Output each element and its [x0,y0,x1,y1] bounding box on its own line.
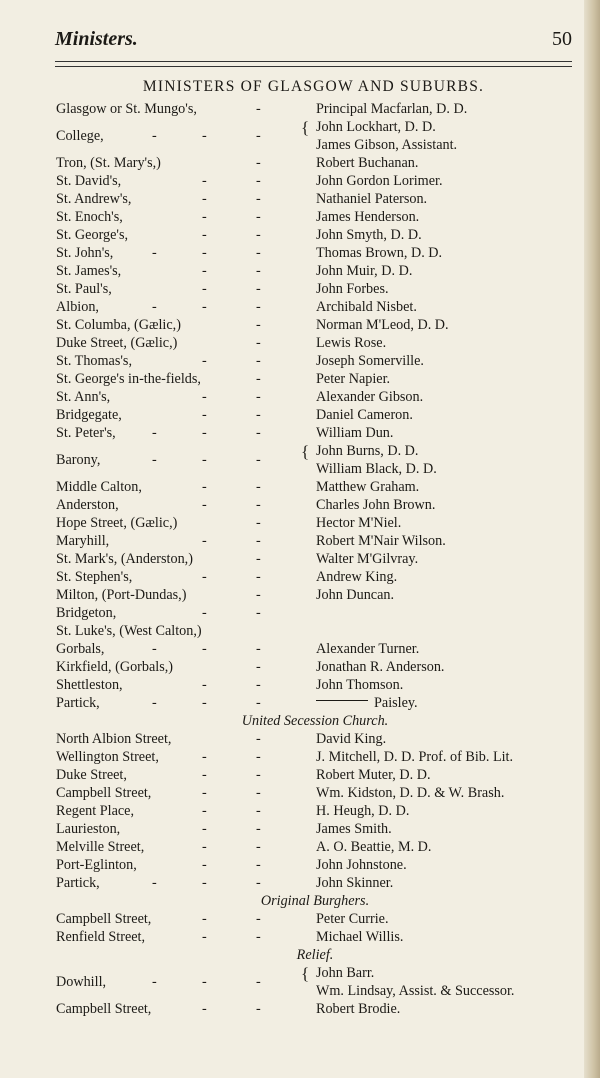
church-name: Tron, (St. Mary's,) [56,155,161,171]
minister-name: William Black, D. D. [316,461,437,477]
leader-dash: - [256,191,261,207]
church-name: St. David's, [56,173,122,189]
leader-dash: - [256,371,261,387]
church-name: St. Columba, (Gælic,) [56,317,181,333]
leader-dash: - [202,245,207,261]
church-name: Albion, [56,299,99,315]
leader-dash: - [152,641,157,657]
minister-name: A. O. Beattie, M. D. [316,839,432,855]
leader-dash: - [202,191,207,207]
minister-name: Matthew Graham. [316,479,420,495]
minister-name: Principal Macfarlan, D. D. [316,101,468,117]
leader-dash: - [256,335,261,351]
minister-name: Robert Brodie. [316,1001,401,1017]
leader-dash: - [202,479,207,495]
church-name: Melville Street, [56,839,145,855]
church-name: Hope Street, (Gælic,) [56,515,178,531]
subheading-text: Original Burghers. [260,893,370,909]
leader-dash: - [202,497,207,513]
leader-dash: - [256,173,261,189]
church-name: Duke Street, (Gælic,) [56,335,178,351]
minister-name: John Skinner. [316,875,394,891]
brace-mark: { [301,964,310,983]
leader-dash: - [256,407,261,423]
leader-dash: - [256,974,261,990]
minister-name-text: Paisley. [374,695,418,711]
church-name: St. John's, [56,245,114,261]
church-name: Partick, [56,695,100,711]
church-name: Renfield Street, [56,929,146,945]
minister-name: James Gibson, Assistant. [316,137,458,153]
minister-name: John Muir, D. D. [316,263,413,279]
brace-mark: { [301,442,310,461]
section-subheading [0,712,600,730]
leader-dash: - [202,803,207,819]
leader-dash: - [152,695,157,711]
minister-name: Daniel Cameron. [316,407,413,423]
leader-dash: - [256,767,261,783]
section-subheading [0,946,600,964]
leader-dash: - [256,425,261,441]
leader-dash: - [152,245,157,261]
leader-dash: - [256,677,261,693]
church-name: Gorbals, [56,641,105,657]
minister-name: Joseph Somerville. [316,353,424,369]
church-name: Glasgow or St. Mungo's, [56,101,197,117]
minister-name: Nathaniel Paterson. [316,191,428,207]
leader-dash: - [256,227,261,243]
leader-dash: - [202,857,207,873]
church-name: Milton, (Port-Dundas,) [56,587,187,603]
minister-name: Michael Willis. [316,929,404,945]
blank-line [316,700,368,701]
leader-dash: - [256,452,261,468]
church-name: Partick, [56,875,100,891]
leader-dash: - [256,875,261,891]
church-name: St. Mark's, (Anderston,) [56,551,193,567]
brace-mark: { [301,118,310,137]
leader-dash: - [256,281,261,297]
leader-dash: - [202,209,207,225]
minister-name: Wm. Kidston, D. D. & W. Brash. [316,785,505,801]
section-title: MINISTERS OF GLASGOW AND SUBURBS. [142,78,485,95]
church-name: Regent Place, [56,803,135,819]
minister-name: Robert M'Nair Wilson. [316,533,446,549]
minister-name: Charles John Brown. [316,497,436,513]
leader-dash: - [256,929,261,945]
leader-dash: - [202,785,207,801]
minister-name: John Lockhart, D. D. [316,119,436,135]
leader-dash: - [256,515,261,531]
leader-dash: - [256,128,261,144]
minister-name [316,694,418,712]
leader-dash: - [256,659,261,675]
minister-name: John Gordon Lorimer. [316,173,443,189]
leader-dash: - [202,227,207,243]
church-name: Duke Street, [56,767,127,783]
leader-dash: - [152,452,157,468]
church-name: St. George's, [56,227,129,243]
church-name: St. Luke's, (West Calton,) [56,623,202,639]
leader-dash: - [202,1001,207,1017]
minister-name: Peter Currie. [316,911,389,927]
church-name: Kirkfield, (Gorbals,) [56,659,174,675]
leader-dash: - [202,425,207,441]
church-name: Campbell Street, [56,911,152,927]
church-name: St. Andrew's, [56,191,132,207]
minister-name: H. Heugh, D. D. [316,803,410,819]
church-name: Shettleston, [56,677,123,693]
leader-dash: - [152,299,157,315]
leader-dash: - [202,767,207,783]
leader-dash: - [256,389,261,405]
leader-dash: - [202,353,207,369]
minister-name: John Forbes. [316,281,389,297]
leader-dash: - [256,569,261,585]
leader-dash: - [202,839,207,855]
leader-dash: - [256,821,261,837]
leader-dash: - [152,974,157,990]
leader-dash: - [202,452,207,468]
leader-dash: - [256,533,261,549]
leader-dash: - [202,407,207,423]
leader-dash: - [202,389,207,405]
minister-name: Alexander Turner. [316,641,420,657]
minister-name: James Smith. [316,821,392,837]
church-name: Wellington Street, [56,749,159,765]
leader-dash: - [202,533,207,549]
minister-name: Lewis Rose. [316,335,387,351]
minister-name: Norman M'Leod, D. D. [316,317,449,333]
church-name: Barony, [56,452,101,468]
church-name: Campbell Street, [56,785,152,801]
minister-name: J. Mitchell, D. D. Prof. of Bib. Lit. [316,749,514,765]
minister-name: John Smyth, D. D. [316,227,422,243]
church-name: Laurieston, [56,821,121,837]
church-name: Middle Calton, [56,479,142,495]
leader-dash: - [256,803,261,819]
church-name: College, [56,128,104,144]
church-name: Maryhill, [56,533,110,549]
church-name: St. George's in-the-fields, [56,371,201,387]
church-name: Anderston, [56,497,119,513]
leader-dash: - [202,749,207,765]
leader-dash: - [202,569,207,585]
running-head: Ministers. [55,28,138,50]
minister-name: John Barr. [316,965,375,981]
church-name: St. Enoch's, [56,209,123,225]
section-subheading [0,892,600,910]
minister-name: Hector M'Niel. [316,515,402,531]
minister-name: Peter Napier. [316,371,391,387]
leader-dash: - [256,479,261,495]
minister-name: James Henderson. [316,209,420,225]
leader-dash: - [202,281,207,297]
minister-name: Thomas Brown, D. D. [316,245,443,261]
leader-dash: - [202,173,207,189]
leader-dash: - [202,641,207,657]
minister-name: Alexander Gibson. [316,389,424,405]
church-name: St. Ann's, [56,389,111,405]
leader-dash: - [256,155,261,171]
leader-dash: - [256,101,261,117]
leader-dash: - [202,299,207,315]
leader-dash: - [256,911,261,927]
church-name: St. James's, [56,263,122,279]
minister-name: John Duncan. [316,587,395,603]
leader-dash: - [152,875,157,891]
leader-dash: - [202,128,207,144]
minister-name: William Dun. [316,425,394,441]
church-name: Dowhill, [56,974,107,990]
leader-dash: - [256,605,261,621]
leader-dash: - [202,929,207,945]
church-name: North Albion Street, [56,731,172,747]
minister-name: David King. [316,731,387,747]
church-name: St. Peter's, [56,425,116,441]
church-name: St. Thomas's, [56,353,133,369]
leader-dash: - [202,911,207,927]
church-name: Campbell Street, [56,1001,152,1017]
minister-name: Archibald Nisbet. [316,299,417,315]
minister-name: Wm. Lindsay, Assist. & Successor. [316,983,515,999]
leader-dash: - [202,974,207,990]
minister-name: Walter M'Gilvray. [316,551,419,567]
minister-name: John Thomson. [316,677,404,693]
leader-dash: - [256,695,261,711]
leader-dash: - [256,497,261,513]
leader-dash: - [256,839,261,855]
leader-dash: - [202,695,207,711]
church-name: Port-Eglinton, [56,857,137,873]
leader-dash: - [202,821,207,837]
leader-dash: - [256,731,261,747]
leader-dash: - [256,299,261,315]
leader-dash: - [152,425,157,441]
minister-name: Robert Buchanan. [316,155,419,171]
leader-dash: - [256,245,261,261]
church-name: St. Paul's, [56,281,112,297]
leader-dash: - [202,875,207,891]
leader-dash: - [256,353,261,369]
subheading-text: Relief. [296,947,334,963]
church-name: St. Stephen's, [56,569,133,585]
leader-dash: - [152,128,157,144]
minister-name: Robert Muter, D. D. [316,767,431,783]
page-number: 50 [552,28,572,50]
leader-dash: - [202,263,207,279]
church-name: Bridgegate, [56,407,122,423]
leader-dash: - [256,317,261,333]
leader-dash: - [256,749,261,765]
leader-dash: - [256,1001,261,1017]
leader-dash: - [256,857,261,873]
church-name: Bridgeton, [56,605,117,621]
leader-dash: - [256,785,261,801]
leader-dash: - [202,605,207,621]
leader-dash: - [256,587,261,603]
minister-name: John Burns, D. D. [316,443,419,459]
subheading-text: United Secession Church. [241,713,389,729]
leader-dash: - [256,551,261,567]
leader-dash: - [256,263,261,279]
leader-dash: - [256,209,261,225]
minister-name: John Johnstone. [316,857,407,873]
minister-name: Andrew King. [316,569,398,585]
leader-dash: - [202,677,207,693]
minister-name: Jonathan R. Anderson. [316,659,445,675]
leader-dash: - [256,641,261,657]
